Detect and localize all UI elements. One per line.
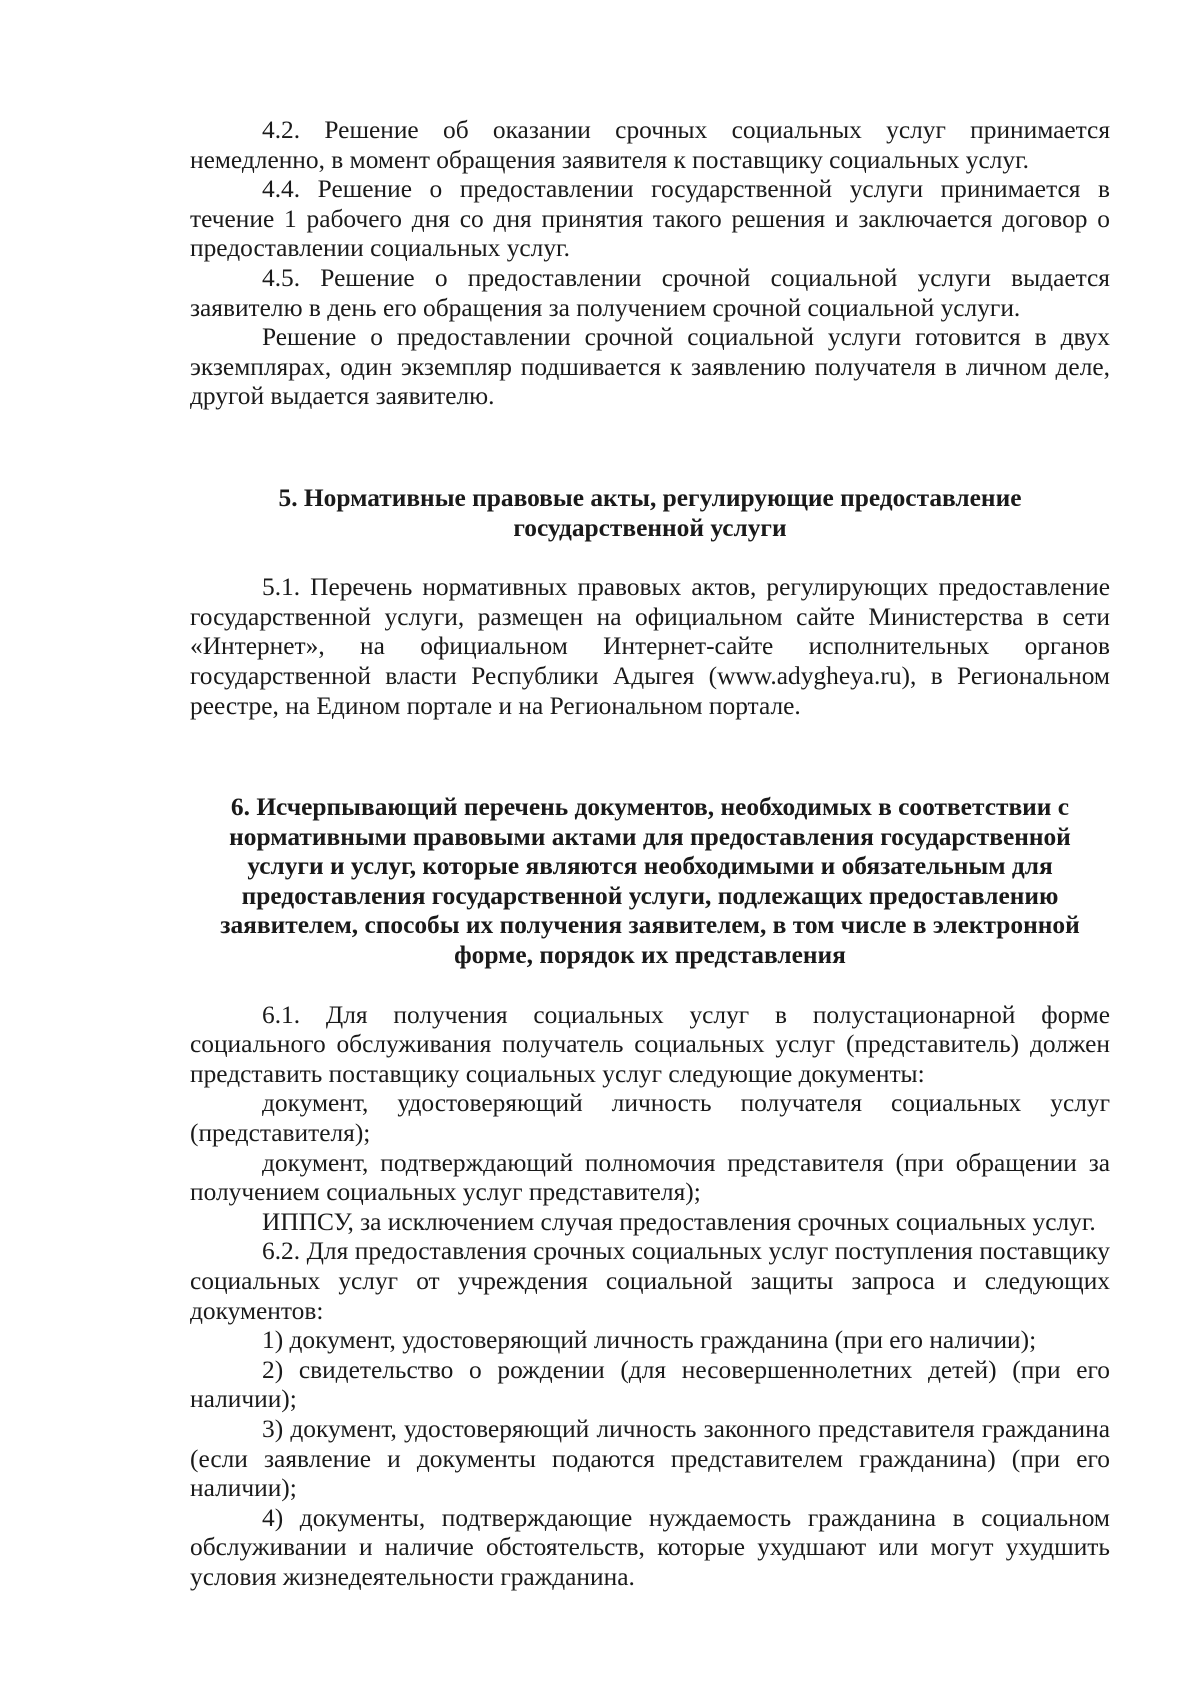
spacer bbox=[190, 763, 1110, 793]
document-page bbox=[190, 116, 1110, 1593]
section-6-heading bbox=[190, 793, 1110, 971]
section-6-heading-line-5: заявителем, способы их получения заявителем, в том числе в электронной bbox=[220, 911, 1080, 940]
paragraph-6-2: 6.2. Для предоставления срочных социальных услуг поступления поставщику социальных услуг от учреждения социальной защиты запроса и следующих документов: bbox=[190, 1237, 1110, 1325]
list-item-3: 3) документ, удостоверяющий личность законного представителя гражданина (если заявление и документы подаются представителем гражданина) (при его наличии); bbox=[190, 1414, 1110, 1503]
spacer bbox=[190, 412, 1110, 454]
paragraph-6-1-authority-doc: документ, подтверждающий полномочия представителя (при обращении за получением социальных услуг представителя); bbox=[190, 1148, 1110, 1207]
paragraph-4-4: 4.4. Решение о предоставлении государственной услуги принимается в течение 1 рабочего дня со дня принятия такого решения и заключается договор о предоставлении социальных услуг. bbox=[190, 175, 1110, 263]
section-6-heading-line-1: 6. Исчерпывающий перечень документов, необходимых в соответствии с bbox=[230, 793, 1070, 822]
paragraph-4-2: 4.2. Решение об оказании срочных социальных услуг принимается немедленно, в момент обращения заявителя к поставщику социальных услуг. bbox=[190, 116, 1110, 174]
spacer bbox=[190, 543, 1110, 573]
section-6-heading-line-6: форме, порядок их представления bbox=[454, 941, 846, 970]
section-5-heading bbox=[190, 484, 1110, 543]
section-5-heading-line-2: государственной услуги bbox=[513, 513, 787, 542]
list-item-1: 1) документ, удостоверяющий личность гражданина (при его наличии); bbox=[262, 1326, 1037, 1355]
spacer bbox=[190, 721, 1110, 763]
list-item-4: 4) документы, подтверждающие нуждаемость гражданина в социальном обслуживании и наличие обстоятельств, которые ухудшают или могут ухудшить условия жизнедеятельности гражданина. bbox=[190, 1503, 1110, 1591]
section-6-heading-line-4: предоставления государственной услуги, подлежащих предоставлению bbox=[241, 881, 1059, 910]
section-5-heading-line-1: 5. Нормативные правовые акты, регулирующие предоставление bbox=[278, 483, 1022, 512]
list-item-2: 2) свидетельство о рождении (для несовершеннолетних детей) (при его наличии); bbox=[190, 1355, 1110, 1414]
paragraph-6-1-ippsu: ИППСУ, за исключением случая предоставления срочных социальных услуг. bbox=[262, 1207, 1096, 1236]
paragraph-4-5-copies: Решение о предоставлении срочной социальной услуги готовится в двух экземплярах, один экземпляр подшивается к заявлению получателя в личном деле, другой выдается заявителю. bbox=[190, 323, 1110, 411]
section-6-heading-line-2: нормативными правовыми актами для предоставления государственной bbox=[229, 822, 1071, 851]
paragraph-4-5: 4.5. Решение о предоставлении срочной социальной услуги выдается заявителю в день его обращения за получением срочной социальной услуги. bbox=[190, 263, 1110, 322]
spacer bbox=[190, 971, 1110, 1001]
paragraph-5-1: 5.1. Перечень нормативных правовых актов, регулирующих предоставление государственной услуги, размещен на официальном сайте Министерства в сети «Интернет», на официальном Интернет-сайте исполнительных органов государственной власти Республики Адыгея (www.adygheya.ru), в Региональном реестре, на Едином портале и на Региональном портале. bbox=[190, 573, 1110, 720]
section-6-heading-line-3: услуги и услуг, которые являются необходимыми и обязательным для bbox=[247, 852, 1053, 881]
spacer bbox=[190, 454, 1110, 484]
paragraph-6-1-identity-doc: документ, удостоверяющий личность получателя социальных услуг (представителя); bbox=[190, 1089, 1110, 1148]
paragraph-6-1: 6.1. Для получения социальных услуг в полустационарной форме социального обслуживания получатель социальных услуг (представитель) должен представить поставщику социальных услуг следующие документы: bbox=[190, 1000, 1110, 1088]
